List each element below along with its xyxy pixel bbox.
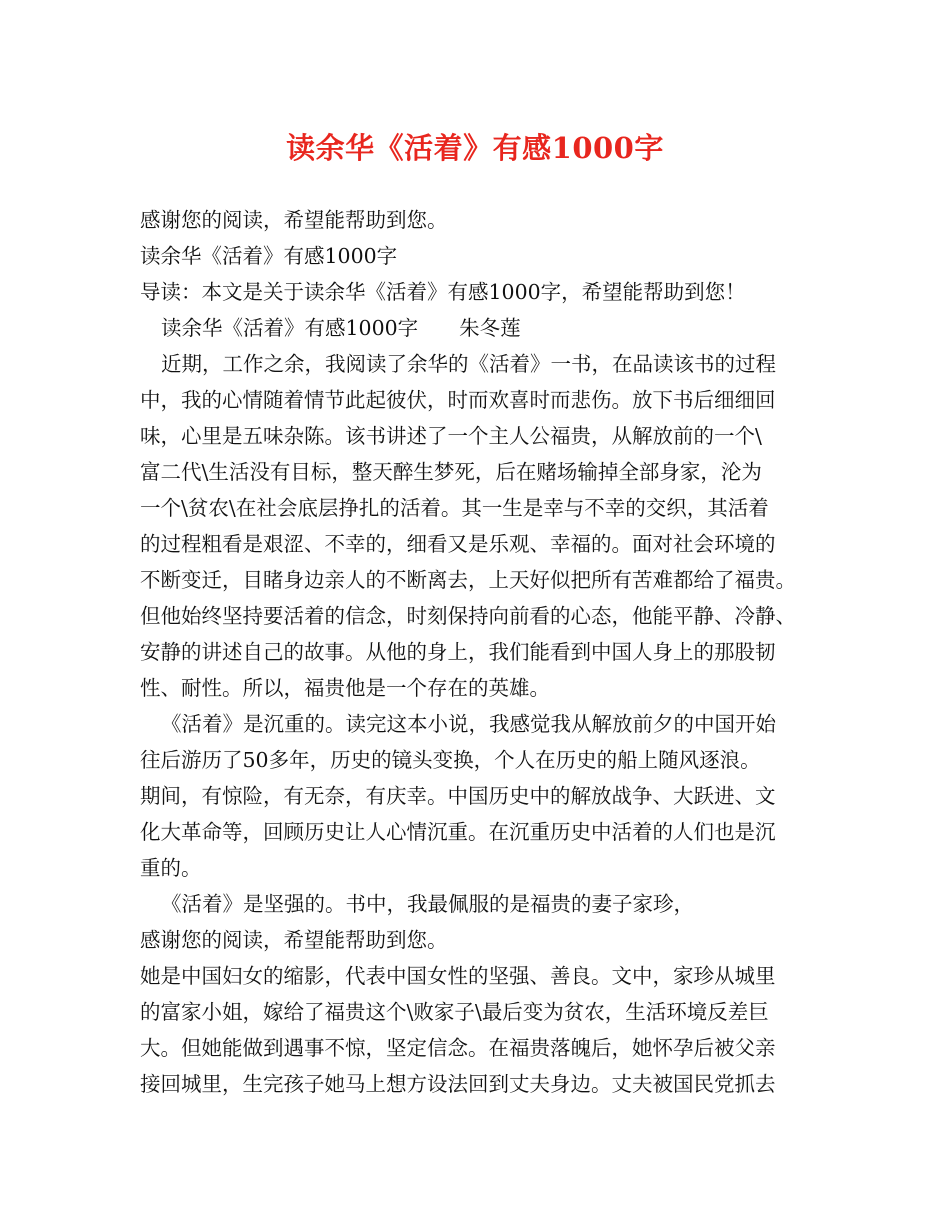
text-line: 但他始终坚持要活着的信念，时刻保持向前看的心态，他能平静、冷静、	[140, 604, 796, 628]
text-line: 读余华《活着》有感1000字 朱冬莲	[161, 316, 521, 340]
text-line: 化大革命等，回顾历史让人心情沉重。在沉重历史中活着的人们也是沉	[140, 820, 776, 844]
paragraph-start-line: 《活着》是沉重的。读完这本小说，我感觉我从解放前夕的中国开始	[161, 712, 776, 736]
text-line: 性、耐性。所以，福贵他是一个存在的英雄。	[140, 676, 550, 700]
text-line: 富二代\生活没有目标，整天醉生梦死，后在赌场输掉全部身家，沦为	[140, 460, 762, 484]
text-line: 一个\贫农\在社会底层挣扎的活着。其一生是幸与不幸的交织，其活着	[140, 496, 769, 520]
document-body	[140, 202, 830, 1102]
text-line: 期间，有惊险，有无奈，有庆幸。中国历史中的解放战争、大跃进、文	[140, 784, 776, 808]
text-line: 重的。	[140, 856, 202, 880]
paragraph-start-line: 《活着》是坚强的。书中，我最佩服的是福贵的妻子家珍，	[161, 892, 694, 916]
text-line: 她是中国妇女的缩影，代表中国女性的坚强、善良。文中，家珍从城里	[140, 964, 776, 988]
text-line: 往后游历了50多年，历史的镜头变换，个人在历史的船上随风逐浪。	[140, 748, 761, 772]
text-line: 感谢您的阅读，希望能帮助到您。	[140, 208, 448, 232]
text-line: 大。但她能做到遇事不惊，坚定信念。在福贵落魄后，她怀孕后被父亲	[140, 1036, 776, 1060]
text-line: 安静的讲述自己的故事。从他的身上，我们能看到中国人身上的那股韧	[140, 640, 776, 664]
text-line: 的过程粗看是艰涩、不幸的，细看又是乐观、幸福的。面对社会环境的	[140, 532, 776, 556]
text-line: 的富家小姐，嫁给了福贵这个\败家子\最后变为贫农，生活环境反差巨	[140, 1000, 769, 1024]
text-line: 读余华《活着》有感1000字	[140, 244, 398, 268]
text-line: 中，我的心情随着情节此起彼伏，时而欢喜时而悲伤。放下书后细细回	[140, 388, 776, 412]
paragraph-start-line: 近期，工作之余，我阅读了余华的《活着》一书，在品读该书的过程	[161, 352, 776, 376]
text-line: 味，心里是五味杂陈。该书讲述了一个主人公福贵，从解放前的一个\	[140, 424, 762, 448]
document-title: 读余华《活着》有感1000字	[286, 131, 664, 165]
text-line: 导读：本文是关于读余华《活着》有感1000字，希望能帮助到您！	[140, 280, 746, 304]
text-line: 感谢您的阅读，希望能帮助到您。	[140, 928, 448, 952]
text-line: 接回城里，生完孩子她马上想方设法回到丈夫身边。丈夫被国民党抓去	[140, 1072, 776, 1096]
text-line: 不断变迁，目睹身边亲人的不断离去，上天好似把所有苦难都给了福贵。	[140, 568, 796, 592]
